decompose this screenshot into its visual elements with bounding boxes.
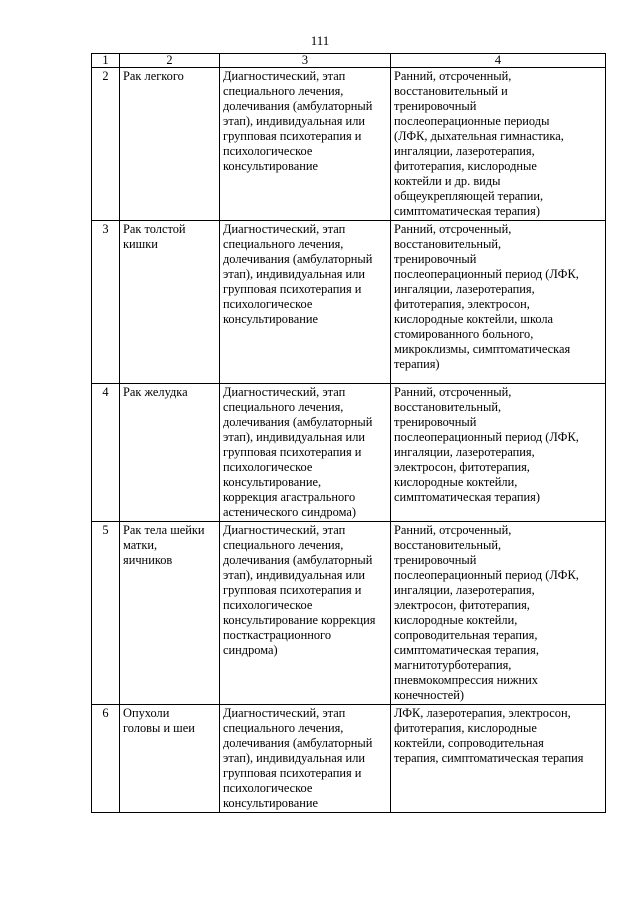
header-cell-3: 3 [220,54,391,68]
row-number-cell: 5 [92,522,120,705]
row-number-cell: 2 [92,68,120,221]
table-header-row [92,54,606,68]
row-number-cell: 3 [92,221,120,384]
rehabilitation-cell: Ранний, отсроченный, восстановительный, тренировочный послеоперационный период (ЛФК, ингаляции, лазеротерапия, электросон, фитотерапия, кислородные коктейли, симптоматическая терапия) [391,384,606,522]
row-number-cell: 4 [92,384,120,522]
diagnosis-cell: Рак толстой кишки [120,221,220,384]
header-cell-1: 1 [92,54,120,68]
rehabilitation-table [91,53,606,813]
diagnosis-cell: Рак легкого [120,68,220,221]
stages-cell: Диагностический, этап специального лечения, долечивания (амбулаторный этап), индивидуальная или групповая психотерапия и психологическое консультирование [220,221,391,384]
table-row [92,68,606,221]
rehabilitation-cell: Ранний, отсроченный, восстановительный, тренировочный послеоперационный период (ЛФК, ингаляции, лазеротерапия, электросон, фитотерапия, кислородные коктейли, сопроводительная терапия, симптоматическая терапия, магнитотурботерапия, пневмокомпрессия нижних конечностей) [391,522,606,705]
table-row [92,221,606,384]
stages-cell: Диагностический, этап специального лечения, долечивания (амбулаторный этап), индивидуальная или групповая психотерапия и психологическое консультирование [220,705,391,813]
rehabilitation-cell: ЛФК, лазеротерапия, электросон, фитотерапия, кислородные коктейли, сопроводительная терапия, симптоматическая терапия [391,705,606,813]
diagnosis-cell: Опухоли головы и шеи [120,705,220,813]
rehabilitation-cell: Ранний, отсроченный, восстановительный, тренировочный послеоперационный период (ЛФК, ингаляции, лазеротерапия, фитотерапия, электросон, кислородные коктейли, школа стомированного больного, микроклизмы, симптоматическая терапия) [391,221,606,384]
diagnosis-cell: Рак тела шейки матки, яичников [120,522,220,705]
row-number-cell: 6 [92,705,120,813]
table-row [92,705,606,813]
stages-cell: Диагностический, этап специального лечения, долечивания (амбулаторный этап), индивидуальная или групповая психотерапия и психологическое консультирование коррекция посткастрационного синдрома) [220,522,391,705]
table-row [92,384,606,522]
diagnosis-cell: Рак желудка [120,384,220,522]
rehabilitation-cell: Ранний, отсроченный, восстановительный и тренировочный послеоперационные периоды (ЛФК, дыхательная гимнастика, ингаляции, лазеротерапия, фитотерапия, кислородные коктейли и др. виды общеукрепляющей терапии, симптоматическая терапия) [391,68,606,221]
page-number: 111 [310,33,330,48]
table-row [92,522,606,705]
header-cell-2: 2 [120,54,220,68]
stages-cell: Диагностический, этап специального лечения, долечивания (амбулаторный этап), индивидуальная или групповая психотерапия и психологическое консультирование [220,68,391,221]
stages-cell: Диагностический, этап специального лечения, долечивания (амбулаторный этап), индивидуальная или групповая психотерапия и психологическое консультирование, коррекция агастрального астенического синдрома) [220,384,391,522]
header-cell-4: 4 [391,54,606,68]
